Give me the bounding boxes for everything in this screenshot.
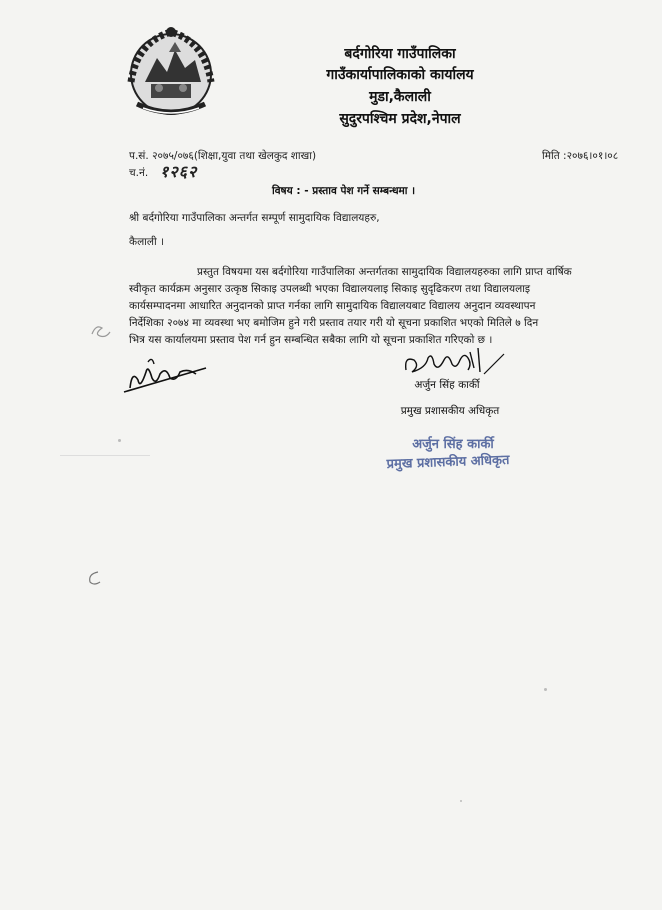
subject-line: विषय : - प्रस्ताव पेश गर्ने सम्बन्धमा । [272,185,416,197]
scan-speck [118,439,121,442]
letterhead-line-1: बर्दगोरिया गाउँपालिका [344,46,456,62]
dispatch-label: च.नं. [129,167,149,179]
signatory-name: अर्जुन सिंह कार्की [414,379,480,391]
addressee-line: श्री बर्दगोरिया गाउँपालिका अन्तर्गत सम्पूर्ण सामुदायिक विद्यालयहरु, [129,212,380,224]
nepal-emblem-icon [123,22,219,120]
dispatch-number: १२६२ [160,162,198,181]
body-line: निर्देशिका २०७४ मा व्यवस्था भए बमोजिम हुने गरी प्रस्ताव तयार गरी यो सूचना प्रकाशित भएको मितिले ७ दिन [129,317,539,329]
body-line: प्रस्तुत विषयमा यस बर्दगोरिया गाउँपालिका अन्तर्गतका सामुदायिक विद्यालयहरुका लागि प्राप्त वार्षिक [197,266,572,278]
scan-streak [60,455,150,456]
stamp-title: प्रमुख प्रशासकीय अधिकृत [386,452,510,473]
scan-speck [460,800,462,802]
signatory-title: प्रमुख प्रशासकीय अधिकृत [400,405,500,417]
stamp-name: अर्जुन सिंह कार्की [412,437,494,452]
addressee-district: कैलाली । [129,236,165,248]
body-line: कार्यसम्पादनमा आधारित अनुदानको प्राप्त गर्नका लागि सामुदायिक विद्यालयबाट विद्यालय अनुदान व्यवस्थापन [129,300,536,312]
initial-signature [118,352,213,402]
official-signature [398,342,508,382]
notice-body [129,264,651,349]
scan-arc-mark [84,568,104,588]
letterhead-line-4: सुदुरपश्चिम प्रदेश,नेपाल [339,111,461,127]
body-line: स्वीकृत कार्यक्रम अनुसार उत्कृष्ठ सिकाइ उपलब्धी भएका विद्यालयलाइ सिकाइ सुदृढिकरण तथा विद्यालयलाइ [129,283,531,295]
letter-date: मिति :२०७६।०१।०८ [542,150,619,162]
margin-mark [88,320,114,342]
reference-number: प.सं. २०७५/०७६(शिक्षा,युवा तथा खेलकुद शाखा) [129,150,317,162]
scan-speck [544,688,547,691]
body-line: भित्र यस कार्यालयमा प्रस्ताव पेश गर्न हुन सम्बन्धित सबैका लागि यो सूचना प्रकाशित गरिएको छ । [129,334,493,346]
letterhead-line-2: गाउँकार्यापालिकाको कार्यालय [326,67,474,83]
letterhead-line-3: मुडा,कैलाली [369,89,431,105]
